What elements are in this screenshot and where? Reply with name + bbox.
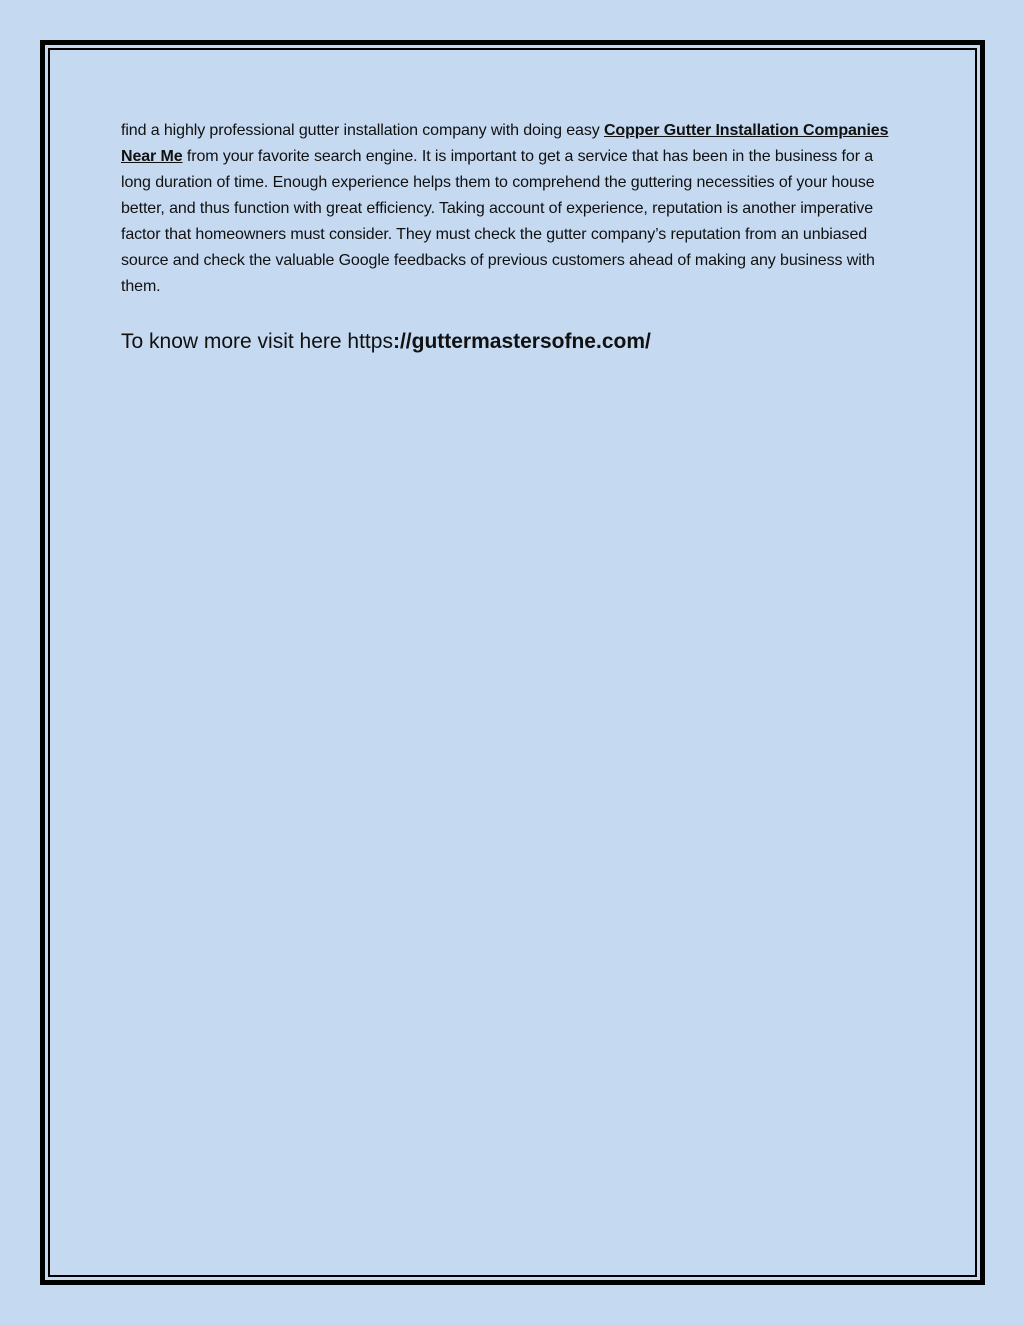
paragraph-text-body: from your favorite search engine. It is important to get a service that has been in the business for a long duration of time. Enough experience helps them to comprehend the guttering necessities of your house better, and thus function with great efficiency. Taking account of experience, reputation is another imperative factor that homeowners must consider. They must check the gutter company’s reputation from an unbiased source and check the valuable Google feedbacks of previous customers ahead of making any business with them. — [121, 148, 875, 295]
document-body — [121, 118, 896, 356]
body-paragraph — [121, 118, 896, 300]
website-url[interactable]: ://guttermastersofne.com/ — [392, 330, 651, 353]
copper-gutter-link[interactable]: Copper Gutter Installation Companies Near Me — [121, 122, 889, 165]
visit-line — [121, 328, 896, 356]
visit-prefix: To know more visit here https — [121, 330, 393, 353]
paragraph-text-intro: find a highly professional gutter installation company with doing easy — [121, 122, 604, 139]
